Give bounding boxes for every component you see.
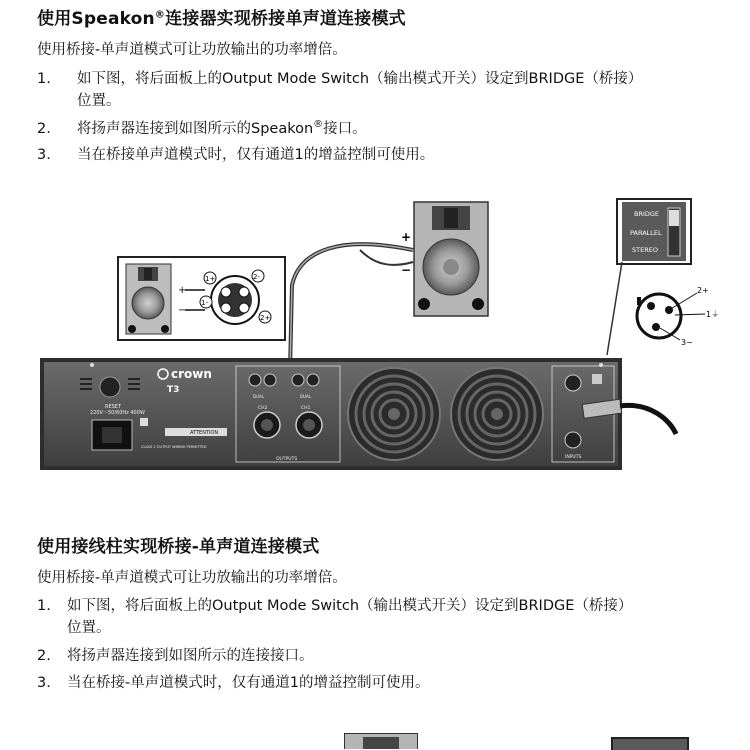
dual-label-right: DUAL <box>300 394 311 399</box>
speakon-pin-2minus: 2- <box>253 273 260 281</box>
dual-label-left: DUAL <box>253 394 264 399</box>
amplifier-rear-panel <box>40 358 676 470</box>
inset-minus: − <box>178 305 187 316</box>
outputs-label: OUTPUTS <box>276 457 298 462</box>
brand-logo: crown <box>171 367 212 381</box>
section1-title: 使用Speakon®连接器实现桥接单声道连接模式 <box>37 9 406 29</box>
inputs-label: INPUTS <box>565 455 582 460</box>
speakon-inset <box>118 257 285 340</box>
output-ch1-label: CH1 <box>301 406 311 411</box>
mode-switch-top-crop <box>611 737 689 750</box>
power-label: 220V～50/60Hz 400W <box>90 410 145 416</box>
xlr-connector-icon <box>637 294 681 338</box>
model-label: T3 <box>167 385 180 395</box>
speakon-pin-1plus: 1+ <box>205 275 216 283</box>
xlr-pin-3minus: 3− <box>681 338 693 347</box>
reset-label: RESET <box>105 404 122 410</box>
speaker-top-crop <box>344 733 418 749</box>
attention-label: ATTENTION <box>190 430 219 436</box>
speaker-minus: − <box>401 263 412 277</box>
section2-intro: 使用桥接-单声道模式可让功放输出的功率增倍。 <box>37 570 347 586</box>
speaker-icon <box>414 202 488 316</box>
section1-intro: 使用桥接-单声道模式可让功放输出的功率增倍。 <box>37 42 347 58</box>
fan-right-icon <box>451 368 543 460</box>
speakon-pin-2plus: 2+ <box>260 314 271 322</box>
mode-switch-panel <box>617 199 691 264</box>
output-ch2-label: CH2 <box>258 406 268 411</box>
speakon-connector-icon <box>211 276 259 324</box>
inset-plus: + <box>178 285 187 296</box>
xlr-pin-2plus: 2+ <box>697 286 709 295</box>
bridge-wiring-diagram <box>0 190 750 490</box>
mode-label-bridge: BRIDGE <box>634 210 660 218</box>
speakon-pin-1minus: 1- <box>201 299 208 307</box>
mode-label-parallel: PARALLEL <box>630 229 662 237</box>
fan-left-icon <box>348 368 440 460</box>
xlr-pin-1ground: 1⏚ <box>706 310 720 319</box>
class-label: CLASS 2 OUTPUT WIRING PERMITTED <box>141 445 207 449</box>
small-speaker-icon <box>126 264 171 334</box>
section2-title: 使用接线柱实现桥接-单声道连接模式 <box>37 537 320 557</box>
mode-label-stereo: STEREO <box>632 246 658 254</box>
speaker-plus: + <box>401 230 412 244</box>
